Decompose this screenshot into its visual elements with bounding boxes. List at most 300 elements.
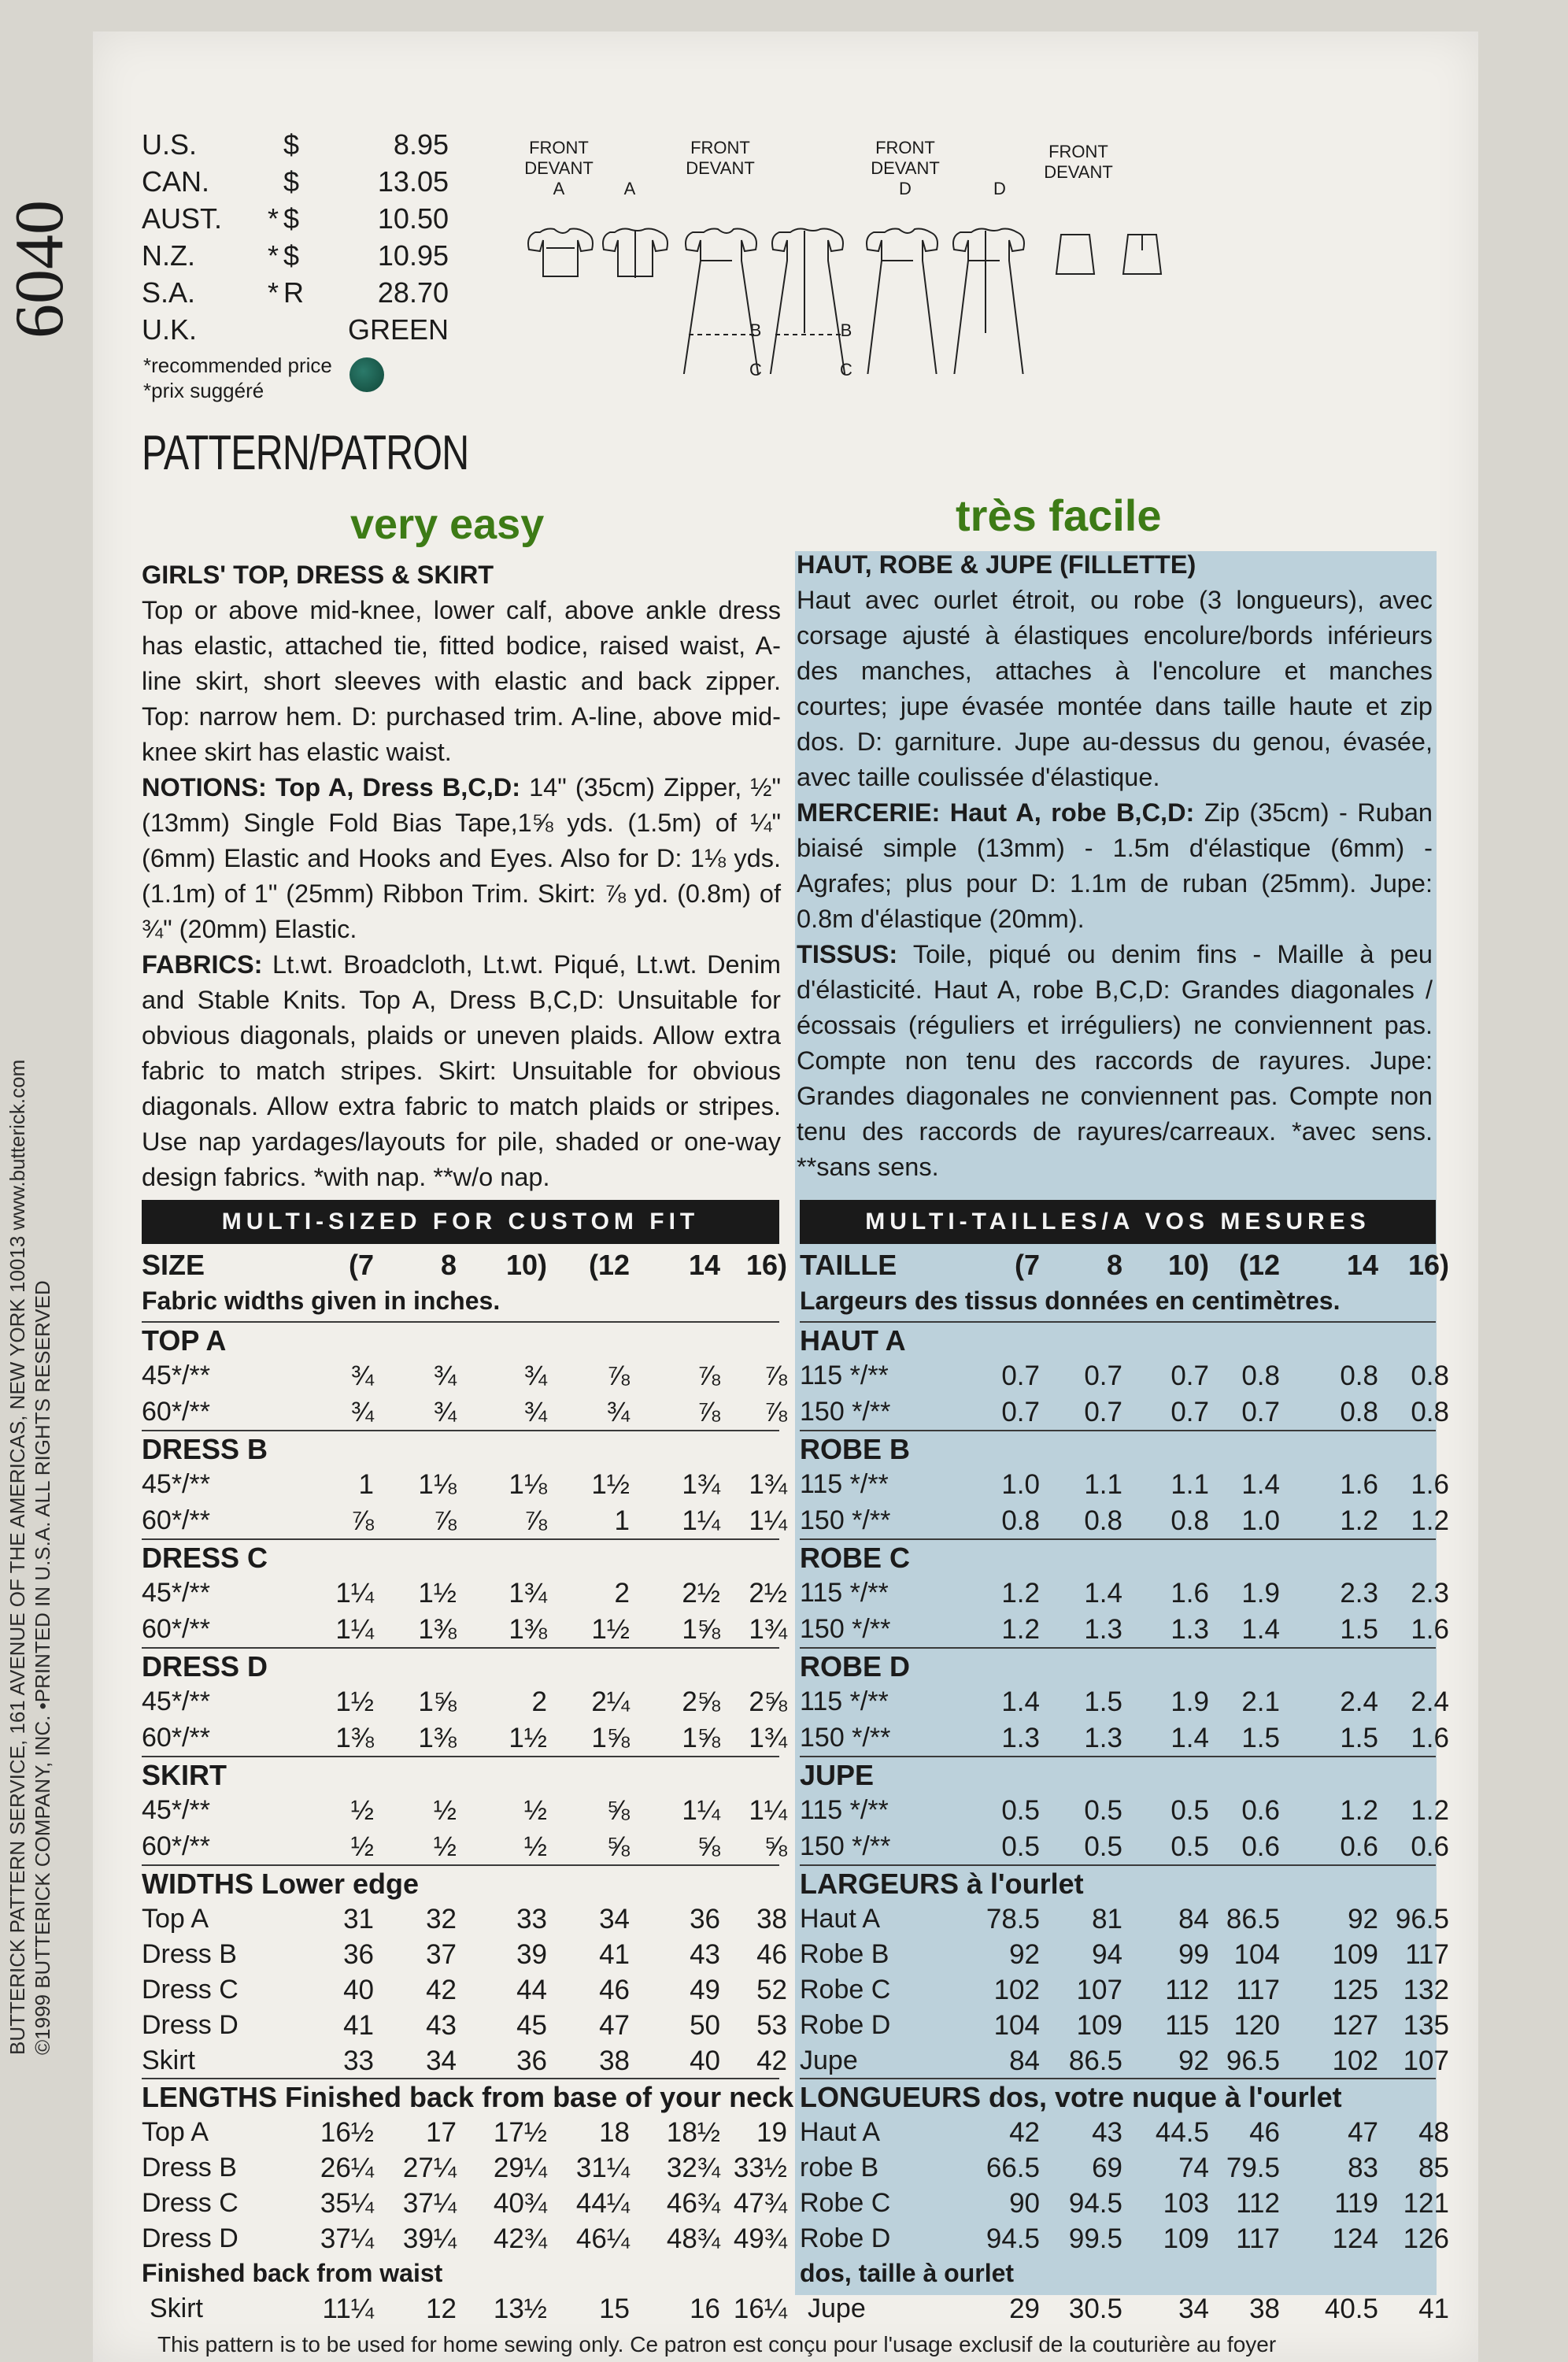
price-row bbox=[142, 237, 449, 274]
row-value: 1.1 bbox=[1170, 1469, 1209, 1500]
row-value: ⅝ bbox=[606, 1831, 630, 1862]
row-value: 46 bbox=[1249, 2117, 1280, 2148]
price-list bbox=[142, 126, 449, 348]
row-value: 16½ bbox=[320, 2117, 374, 2148]
row-value: 2⅝ bbox=[749, 1686, 787, 1717]
row-value: 1¼ bbox=[335, 1614, 374, 1645]
row-value: 1.5 bbox=[1084, 1686, 1122, 1717]
row-value: 1.4 bbox=[1170, 1723, 1209, 1753]
row-value: 92 bbox=[1009, 1939, 1040, 1970]
row-value: 44.5 bbox=[1155, 2117, 1209, 2148]
row-label: 45*/** bbox=[142, 1795, 210, 1825]
row-value: 125 bbox=[1332, 1975, 1378, 2005]
row-value: 46¾ bbox=[666, 2188, 720, 2219]
row-value: 1⅜ bbox=[418, 1723, 457, 1753]
row-label: 45*/** bbox=[142, 1469, 210, 1499]
section-rule bbox=[142, 1538, 779, 1540]
row-value: 90 bbox=[1009, 2188, 1040, 2219]
lengths-heading: LENGTHS Finished back from base of your neck bbox=[142, 2081, 794, 2113]
row-value: 86.5 bbox=[1068, 2045, 1122, 2076]
row-value: 0.8 bbox=[1170, 1505, 1209, 1536]
row-value: 46 bbox=[599, 1975, 630, 2005]
row-value: 1¼ bbox=[335, 1578, 374, 1609]
row-value: 44¼ bbox=[575, 2188, 630, 2219]
section-heading: HAUT A bbox=[800, 1324, 906, 1357]
row-value: 83 bbox=[1348, 2153, 1378, 2183]
row-value: 1.3 bbox=[1084, 1614, 1122, 1645]
row-value: 1⅜ bbox=[418, 1614, 457, 1645]
price-s: * bbox=[268, 276, 279, 309]
side-credit-line-1: BUTTERICK PATTERN SERVICE, 161 AVENUE OF THE AMERICAS, NEW YORK 10013 www.butterick.com bbox=[6, 1059, 29, 2055]
row-label: Robe C bbox=[800, 2188, 891, 2218]
row-value: 1¾ bbox=[682, 1469, 720, 1500]
size-value: 14 bbox=[1346, 1249, 1378, 1281]
row-value: 38 bbox=[599, 2045, 630, 2076]
price-s bbox=[268, 311, 283, 348]
row-value: 38 bbox=[756, 1904, 787, 1934]
sketch-label-d1: FRONT DEVANT D bbox=[871, 138, 940, 198]
row-value: 11¼ bbox=[322, 2294, 374, 2324]
row-value: ½ bbox=[433, 1795, 457, 1826]
row-label: 45*/** bbox=[142, 1578, 210, 1608]
row-value: 0.7 bbox=[1170, 1361, 1209, 1391]
row-value: ⅝ bbox=[606, 1795, 630, 1826]
row-value: 1⅝ bbox=[591, 1723, 630, 1753]
row-value: 94.5 bbox=[1068, 2188, 1122, 2219]
section-rule bbox=[800, 1321, 1436, 1323]
row-label: Dress C bbox=[142, 1975, 239, 2005]
row-label: Robe B bbox=[800, 1939, 889, 1969]
row-value: 40 bbox=[690, 2045, 720, 2076]
price-c: CAN. bbox=[142, 165, 210, 198]
row-value: 0.5 bbox=[1170, 1831, 1209, 1862]
section-heading: DRESS C bbox=[142, 1542, 268, 1574]
section-rule bbox=[800, 1864, 1436, 1866]
row-value: 96.5 bbox=[1395, 1904, 1449, 1934]
row-label: 150 */** bbox=[800, 1614, 891, 1644]
row-value: 29 bbox=[1009, 2294, 1040, 2324]
row-value: 29¼ bbox=[493, 2153, 547, 2183]
row-value: 112 bbox=[1165, 1975, 1209, 2005]
row-value: ⅞ bbox=[764, 1361, 787, 1391]
row-value: 26¼ bbox=[320, 2153, 374, 2183]
row-value: 81 bbox=[1092, 1904, 1122, 1934]
row-value: 2.3 bbox=[1340, 1578, 1378, 1609]
row-value: 19 bbox=[756, 2117, 787, 2148]
row-value: 43 bbox=[1092, 2117, 1122, 2148]
row-value: 0.6 bbox=[1411, 1831, 1449, 1862]
row-value: ½ bbox=[433, 1831, 457, 1862]
row-value: 39 bbox=[516, 1939, 547, 1970]
price-c: AUST. bbox=[142, 202, 223, 235]
french-description bbox=[797, 547, 1433, 1185]
row-value: 48¾ bbox=[666, 2223, 720, 2254]
row-value: ½ bbox=[523, 1795, 547, 1826]
price-row bbox=[142, 163, 449, 200]
row-value: 1.6 bbox=[1411, 1723, 1449, 1753]
row-value: ¾ bbox=[523, 1361, 547, 1391]
row-label: 115 */** bbox=[800, 1469, 889, 1499]
row-value: 16 bbox=[690, 2294, 720, 2324]
row-value: 1.4 bbox=[1241, 1469, 1280, 1500]
skirt-front-sketch bbox=[1056, 235, 1094, 274]
recommended-price-en: *recommended price bbox=[143, 354, 332, 377]
row-value: 1⅝ bbox=[682, 1723, 720, 1753]
price-amt: 10.95 bbox=[377, 239, 449, 272]
row-value: 109 bbox=[1076, 2010, 1122, 2041]
row-value: ¾ bbox=[523, 1397, 547, 1427]
garment-sketches bbox=[504, 138, 1212, 379]
row-value: 102 bbox=[993, 1975, 1040, 2005]
row-value: 99.5 bbox=[1068, 2223, 1122, 2254]
row-value: 0.6 bbox=[1241, 1795, 1280, 1826]
row-value: 1⅜ bbox=[335, 1723, 374, 1753]
row-value: 41 bbox=[599, 1939, 630, 1970]
section-heading: ROBE D bbox=[800, 1650, 911, 1683]
dress-bc-front-sketch bbox=[683, 229, 759, 375]
row-value: 99 bbox=[1178, 1939, 1209, 1970]
row-value: 35¼ bbox=[320, 2188, 374, 2219]
row-value: 17½ bbox=[493, 2117, 547, 2148]
row-value: 104 bbox=[1233, 1939, 1280, 1970]
size-label: SIZE bbox=[142, 1249, 205, 1281]
section-heading: SKIRT bbox=[142, 1759, 227, 1791]
row-value: 34 bbox=[599, 1904, 630, 1934]
row-value: 1.3 bbox=[1084, 1723, 1122, 1753]
row-label: 150 */** bbox=[800, 1831, 891, 1861]
row-value: 0.8 bbox=[1340, 1361, 1378, 1391]
price-cur: $ bbox=[283, 165, 300, 198]
row-value: 15 bbox=[599, 2294, 630, 2324]
row-value: 50 bbox=[690, 2010, 720, 2041]
row-label: Top A bbox=[142, 2117, 209, 2147]
row-value: 1.4 bbox=[1084, 1578, 1122, 1609]
row-value: 0.5 bbox=[1001, 1795, 1040, 1826]
row-value: ⅞ bbox=[606, 1361, 630, 1391]
row-value: 78.5 bbox=[986, 1904, 1040, 1934]
row-value: 120 bbox=[1233, 2010, 1280, 2041]
row-value: 0.5 bbox=[1084, 1795, 1122, 1826]
row-value: 1.1 bbox=[1084, 1469, 1122, 1500]
row-value: 1.0 bbox=[1001, 1469, 1040, 1500]
row-value: 18 bbox=[599, 2117, 630, 2148]
row-value: 117 bbox=[1405, 1939, 1449, 1970]
price-row bbox=[142, 200, 449, 237]
row-value: 33 bbox=[516, 1904, 547, 1934]
row-value: 47¾ bbox=[733, 2188, 787, 2219]
row-label: 60*/** bbox=[142, 1614, 210, 1644]
row-value: 1.5 bbox=[1241, 1723, 1280, 1753]
row-label: Haut A bbox=[800, 2117, 881, 2147]
top-a-back-sketch bbox=[603, 229, 668, 279]
row-label: Dress B bbox=[142, 2153, 237, 2182]
row-value: 1.6 bbox=[1411, 1614, 1449, 1645]
level-en: very easy bbox=[350, 501, 545, 548]
row-value: ¾ bbox=[606, 1397, 630, 1427]
row-value: 104 bbox=[993, 2010, 1040, 2041]
row-value: 1½ bbox=[335, 1686, 374, 1717]
row-value: 0.7 bbox=[1001, 1397, 1040, 1427]
price-row bbox=[142, 311, 449, 348]
section-rule bbox=[142, 2078, 779, 2079]
price-c: U.K. bbox=[142, 313, 198, 346]
en-description: Top or above mid-knee, lower calf, above ankle dress has elastic, attached tie, fitted bodice, raised waist, A-line skirt, short sleeves with elastic and back zipper. Top: narrow hem. D: purchased trim. A-line, above mid-knee skirt has elastic waist. bbox=[142, 596, 781, 766]
fr-title: HAUT, ROBE & JUPE (FILLETTE) bbox=[797, 550, 1196, 579]
row-value: 45 bbox=[516, 2010, 547, 2041]
row-value: ¾ bbox=[433, 1397, 457, 1427]
row-value: 124 bbox=[1332, 2223, 1378, 2254]
row-value: 2½ bbox=[682, 1578, 720, 1609]
widths-note: Largeurs des tissus données en centimètres. bbox=[800, 1287, 1341, 1315]
row-label: Dress C bbox=[142, 2188, 239, 2218]
row-value: 33½ bbox=[733, 2153, 787, 2183]
row-value: 127 bbox=[1332, 2010, 1378, 2041]
row-value: 36 bbox=[516, 2045, 547, 2076]
section-heading: ROBE C bbox=[800, 1542, 911, 1574]
row-value: 42 bbox=[1009, 2117, 1040, 2148]
row-value: 31¼ bbox=[575, 2153, 630, 2183]
table-header-bar: MULTI-SIZED FOR CUSTOM FIT bbox=[142, 1200, 779, 1244]
row-value: 96.5 bbox=[1226, 2045, 1280, 2076]
row-value: 135 bbox=[1403, 2010, 1449, 2041]
row-label: Dress B bbox=[142, 1939, 237, 1969]
price-c: S.A. bbox=[142, 276, 196, 309]
row-value: 2 bbox=[614, 1578, 630, 1609]
row-label: Jupe bbox=[800, 2045, 858, 2075]
row-value: 32 bbox=[426, 1904, 457, 1934]
row-value: 1.3 bbox=[1170, 1614, 1209, 1645]
fr-description: Haut avec ourlet étroit, ou robe (3 longueurs), avec corsage ajusté à élastiques encolure/bords inférieurs des manches, attaches à l'encolure et manches courtes; jupe évasée montée dans taille haute et zip dos. D: garniture. Jupe au-dessus du genou, évasée, avec taille coulissée d'élastique. bbox=[797, 586, 1433, 791]
table-header-bar: MULTI-TAILLES/A VOS MESURES bbox=[800, 1200, 1436, 1244]
price-row bbox=[142, 274, 449, 311]
row-value: 0.8 bbox=[1411, 1397, 1449, 1427]
row-value: 49 bbox=[690, 1975, 720, 2005]
section-rule bbox=[142, 1756, 779, 1757]
en-notions-head: NOTIONS: Top A, Dress B,C,D: bbox=[142, 773, 521, 802]
row-label: Skirt bbox=[142, 2045, 195, 2075]
row-value: 32¾ bbox=[666, 2153, 720, 2183]
section-heading: ROBE B bbox=[800, 1433, 911, 1465]
row-value: ⅞ bbox=[697, 1361, 720, 1391]
row-value: 1½ bbox=[591, 1469, 630, 1500]
level-fr: très facile bbox=[956, 491, 1162, 540]
row-value: 37¼ bbox=[320, 2223, 374, 2254]
row-value: 2½ bbox=[749, 1578, 787, 1609]
row-value: 112 bbox=[1236, 2188, 1280, 2219]
row-value: 0.7 bbox=[1001, 1361, 1040, 1391]
row-value: 1¼ bbox=[682, 1505, 720, 1536]
sketch-label-a1: FRONT DEVANT A bbox=[524, 138, 594, 198]
row-value: 1¼ bbox=[682, 1795, 720, 1826]
section-rule bbox=[800, 1538, 1436, 1540]
recommended-price-fr: *prix suggéré bbox=[143, 379, 264, 402]
price-amt: 10.50 bbox=[377, 202, 449, 235]
row-value: 1.3 bbox=[1001, 1723, 1040, 1753]
row-value: 1.5 bbox=[1340, 1614, 1378, 1645]
row-value: 1 bbox=[358, 1469, 374, 1500]
row-value: 52 bbox=[756, 1975, 787, 2005]
row-value: 40¾ bbox=[493, 2188, 547, 2219]
row-value: 86.5 bbox=[1226, 1904, 1280, 1934]
footer-note: This pattern is to be used for home sewing only. Ce patron est conçu pour l'usage exclusif de la couturière au foyer bbox=[157, 2332, 1277, 2356]
row-value: ¾ bbox=[433, 1361, 457, 1391]
fr-notions bbox=[797, 795, 1433, 937]
en-fabrics-text: Lt.wt. Broadcloth, Lt.wt. Piqué, Lt.wt. Denim and Stable Knits. Top A, Dress B,C,D: Unsuitable for obvious diagonals, plaids or uneven plaids. Allow extra fabric to match stripes. Skirt: Unsuitable for obvious diagonals. Allow extra fabric to match plaids or stripes. Use nap yardages/layouts for pile, shaded or one-way design fabrics. *with nap. **w/o nap. bbox=[142, 950, 781, 1191]
row-value: 0.8 bbox=[1084, 1505, 1122, 1536]
row-value: 34 bbox=[426, 2045, 457, 2076]
row-value: 1½ bbox=[508, 1723, 547, 1753]
sketch-label-a2: A bbox=[623, 179, 636, 198]
row-value: ¾ bbox=[350, 1397, 374, 1427]
size-value: (12 bbox=[1238, 1249, 1280, 1281]
row-label: Robe D bbox=[800, 2223, 891, 2253]
section-rule bbox=[800, 1647, 1436, 1649]
row-value: 117 bbox=[1236, 2223, 1280, 2254]
size-label: TAILLE bbox=[800, 1249, 897, 1281]
row-label: 60*/** bbox=[142, 1723, 210, 1753]
row-value: 1¼ bbox=[749, 1795, 787, 1826]
pattern-number-text: 6040 bbox=[2, 200, 78, 339]
row-value: ⅝ bbox=[764, 1831, 787, 1862]
section-rule bbox=[800, 1756, 1436, 1757]
price-amt: 13.05 bbox=[377, 165, 449, 198]
row-value: 0.8 bbox=[1241, 1361, 1280, 1391]
row-value: 84 bbox=[1178, 1904, 1209, 1934]
size-value: 10) bbox=[1167, 1249, 1209, 1281]
section-rule bbox=[142, 1647, 779, 1649]
row-value: 117 bbox=[1236, 1975, 1280, 2005]
row-value: 102 bbox=[1332, 2045, 1378, 2076]
row-label: 115 */** bbox=[800, 1361, 889, 1390]
row-label: Dress D bbox=[142, 2010, 239, 2040]
row-value: 0.7 bbox=[1170, 1397, 1209, 1427]
row-value: 1 bbox=[614, 1505, 630, 1536]
size-value: 16) bbox=[1407, 1249, 1449, 1281]
row-value: ⅞ bbox=[433, 1505, 457, 1536]
row-value: 38 bbox=[1249, 2294, 1280, 2324]
row-value: 36 bbox=[343, 1939, 374, 1970]
fr-fabrics bbox=[797, 937, 1433, 1185]
row-value: 0.8 bbox=[1001, 1505, 1040, 1536]
row-value: 43 bbox=[690, 1939, 720, 1970]
row-value: 92 bbox=[1178, 2045, 1209, 2076]
price-amt: GREEN bbox=[347, 313, 449, 346]
row-value: 46 bbox=[756, 1939, 787, 1970]
row-value: 48 bbox=[1418, 2117, 1449, 2148]
row-value: 0.7 bbox=[1084, 1397, 1122, 1427]
price-s: * bbox=[268, 239, 279, 272]
row-value: 92 bbox=[1348, 1904, 1378, 1934]
size-value: 16) bbox=[745, 1249, 787, 1281]
row-value: 42 bbox=[426, 1975, 457, 2005]
row-label: Haut A bbox=[800, 1904, 881, 1934]
side-credit-line-2: ©1999 BUTTERICK COMPANY, INC. •PRINTED IN U.S.A. ALL RIGHTS RESERVED bbox=[31, 1280, 54, 2055]
row-label: Skirt bbox=[150, 2294, 203, 2323]
row-value: 1.2 bbox=[1340, 1795, 1378, 1826]
sketch-drawings bbox=[504, 138, 1212, 374]
price-s bbox=[268, 126, 283, 163]
row-value: 1.0 bbox=[1241, 1505, 1280, 1536]
row-value: 36 bbox=[690, 1904, 720, 1934]
fr-notions-head: MERCERIE: Haut A, robe B,C,D: bbox=[797, 798, 1195, 827]
row-value: 1.6 bbox=[1170, 1578, 1209, 1609]
row-value: 115 bbox=[1165, 2010, 1209, 2041]
price-cur: $ bbox=[283, 239, 300, 272]
row-value: 0.5 bbox=[1170, 1795, 1209, 1826]
row-value: 107 bbox=[1403, 2045, 1449, 2076]
row-value: 42 bbox=[756, 2045, 787, 2076]
row-label: 45*/** bbox=[142, 1686, 210, 1716]
green-price-dot bbox=[349, 357, 384, 392]
row-value: 66.5 bbox=[986, 2153, 1040, 2183]
section-rule bbox=[800, 2078, 1436, 2079]
row-value: ½ bbox=[350, 1795, 374, 1826]
row-value: 2.4 bbox=[1340, 1686, 1378, 1717]
row-value: 2 bbox=[531, 1686, 547, 1717]
row-value: 2.4 bbox=[1411, 1686, 1449, 1717]
row-value: 12 bbox=[426, 2294, 457, 2324]
row-value: 40.5 bbox=[1324, 2294, 1378, 2324]
waist-heading: dos, taille à ourlet bbox=[800, 2259, 1015, 2287]
row-value: 69 bbox=[1092, 2153, 1122, 2183]
row-value: 44 bbox=[516, 1975, 547, 2005]
row-value: 53 bbox=[756, 2010, 787, 2041]
row-value: 1¾ bbox=[749, 1723, 787, 1753]
widths-heading: LARGEURS à l'ourlet bbox=[800, 1868, 1084, 1900]
en-title: GIRLS' TOP, DRESS & SKIRT bbox=[142, 561, 494, 589]
row-value: 47 bbox=[599, 2010, 630, 2041]
row-value: ½ bbox=[523, 1831, 547, 1862]
row-value: 37 bbox=[426, 1939, 457, 1970]
row-value: ⅞ bbox=[697, 1397, 720, 1427]
row-label: robe B bbox=[800, 2153, 879, 2182]
section-heading: DRESS D bbox=[142, 1650, 268, 1683]
row-value: 1.2 bbox=[1340, 1505, 1378, 1536]
row-value: 0.5 bbox=[1001, 1831, 1040, 1862]
size-value: (12 bbox=[588, 1249, 630, 1281]
sketch-label-bc2: B C bbox=[840, 320, 852, 379]
row-value: 84 bbox=[1009, 2045, 1040, 2076]
row-label: 115 */** bbox=[800, 1578, 889, 1608]
price-s: * bbox=[268, 202, 279, 235]
row-value: 1⅝ bbox=[682, 1614, 720, 1645]
row-value: 13½ bbox=[493, 2294, 547, 2324]
row-label: 60*/** bbox=[142, 1831, 210, 1861]
row-value: 34 bbox=[1178, 2294, 1209, 2324]
fr-fabrics-text: Toile, piqué ou denim fins - Maille à peu d'élasticité. Haut A, robe B,C,D: Grandes diagonales /écossais (réguliers et irréguliers) ne conviennent pas. Compte non tenu des raccords de rayures. Jupe: Grandes diagonales ne conviennent pas. Compte non tenu des raccords de rayures/carreaux. *avec sens. **sans sens. bbox=[797, 940, 1433, 1181]
widths-note: Fabric widths given in inches. bbox=[142, 1287, 501, 1315]
row-value: 1.2 bbox=[1001, 1578, 1040, 1609]
widths-heading: WIDTHS Lower edge bbox=[142, 1868, 420, 1900]
row-value: 2.3 bbox=[1411, 1578, 1449, 1609]
section-heading: JUPE bbox=[800, 1759, 875, 1791]
row-value: 0.7 bbox=[1241, 1397, 1280, 1427]
row-value: 94 bbox=[1092, 1939, 1122, 1970]
row-value: 1½ bbox=[418, 1578, 457, 1609]
row-value: ⅞ bbox=[523, 1505, 547, 1536]
sketch-label-bc1: B C bbox=[749, 320, 762, 379]
skirt-back-sketch bbox=[1123, 235, 1161, 274]
row-value: 103 bbox=[1163, 2188, 1209, 2219]
en-notions-text: 14" (35cm) Zipper, ½" (13mm) Single Fold Bias Tape,1⅝ yds. (1.5m) of ¼" (6mm) Elastic and Hooks and Eyes. Also for D: 1⅛ yds. (1.1m) of 1" (25mm) Ribbon Trim. Skirt: ⅞ yd. (0.8m) of ¾" (20mm) Elastic. bbox=[142, 773, 781, 943]
row-label: 150 */** bbox=[800, 1397, 891, 1427]
row-label: 150 */** bbox=[800, 1723, 891, 1753]
row-value: 119 bbox=[1334, 2188, 1378, 2219]
row-value: 1½ bbox=[591, 1614, 630, 1645]
row-value: 126 bbox=[1403, 2223, 1449, 2254]
row-value: 0.8 bbox=[1340, 1397, 1378, 1427]
size-value: 8 bbox=[440, 1249, 457, 1281]
